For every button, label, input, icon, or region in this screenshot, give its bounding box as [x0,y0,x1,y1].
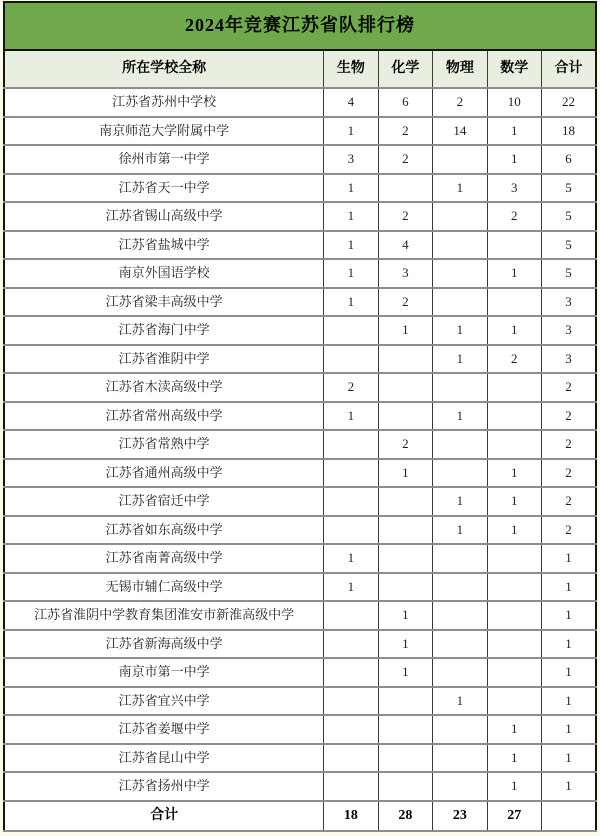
score-cell: 2 [433,88,487,117]
table-row [4,630,596,659]
column-header-physics: 物理 [433,50,487,88]
school-name-cell: 江苏省昆山中学 [4,744,324,773]
score-cell [324,459,378,488]
score-cell [324,487,378,516]
score-cell [487,658,541,687]
score-cell: 1 [324,174,378,203]
score-cell [378,744,432,773]
score-cell: 2 [378,288,432,317]
table-row [4,687,596,716]
score-cell: 1 [324,259,378,288]
score-cell: 1 [378,459,432,488]
score-cell: 2 [542,402,596,431]
score-cell: 28 [378,801,432,832]
score-cell: 1 [433,516,487,545]
score-cell: 1 [324,117,378,146]
score-cell: 1 [487,117,541,146]
score-cell [487,687,541,716]
score-cell [487,373,541,402]
score-cell: 1 [487,772,541,801]
table-row [4,231,596,260]
column-header-total: 合计 [542,50,596,88]
score-cell [433,430,487,459]
score-cell [433,459,487,488]
score-cell [433,231,487,260]
score-cell: 10 [487,88,541,117]
score-cell [378,715,432,744]
score-cell [324,516,378,545]
score-cell: 2 [542,430,596,459]
score-cell: 1 [433,174,487,203]
score-cell: 1 [487,744,541,773]
score-cell: 3 [542,316,596,345]
school-name-cell: 江苏省通州高级中学 [4,459,324,488]
score-cell [433,715,487,744]
score-cell [542,801,596,832]
table-row [4,259,596,288]
score-cell: 18 [542,117,596,146]
score-cell: 1 [378,630,432,659]
score-cell: 1 [324,544,378,573]
school-name-cell: 江苏省宿迁中学 [4,487,324,516]
score-cell: 1 [324,573,378,602]
school-name-cell: 江苏省海门中学 [4,316,324,345]
score-cell: 1 [433,487,487,516]
score-cell: 1 [487,316,541,345]
score-cell: 27 [487,801,541,832]
school-name-cell: 江苏省新海高级中学 [4,630,324,659]
school-name-cell: 江苏省常熟中学 [4,430,324,459]
column-header-math: 数学 [487,50,541,88]
school-name-cell: 江苏省淮阴中学 [4,345,324,374]
score-cell: 1 [542,601,596,630]
score-cell: 2 [324,373,378,402]
table-row [4,715,596,744]
score-cell: 1 [324,402,378,431]
table-row [4,658,596,687]
score-cell [487,430,541,459]
score-cell [487,544,541,573]
table-row [4,345,596,374]
score-cell [433,288,487,317]
score-cell: 1 [324,231,378,260]
score-cell [378,573,432,602]
table-row [4,573,596,602]
score-cell [324,430,378,459]
score-cell: 1 [542,687,596,716]
school-name-cell: 江苏省常州高级中学 [4,402,324,431]
score-cell: 3 [324,145,378,174]
school-name-cell: 江苏省盐城中学 [4,231,324,260]
school-name-cell: 江苏省姜堰中学 [4,715,324,744]
ranking-table [3,1,597,832]
score-cell [487,630,541,659]
score-cell: 1 [378,658,432,687]
score-cell: 1 [324,202,378,231]
score-cell: 1 [542,544,596,573]
score-cell: 1 [542,744,596,773]
score-cell: 14 [433,117,487,146]
score-cell [324,687,378,716]
page-title: 2024年竞赛江苏省队排行榜 [4,2,596,50]
score-cell [487,573,541,602]
column-header-biology: 生物 [324,50,378,88]
score-cell [324,630,378,659]
score-cell [324,744,378,773]
score-cell: 1 [487,259,541,288]
score-cell: 1 [378,316,432,345]
school-name-cell: 合计 [4,801,324,832]
score-cell: 1 [487,487,541,516]
score-cell: 1 [378,601,432,630]
score-cell: 2 [542,516,596,545]
score-cell: 5 [542,259,596,288]
score-cell: 5 [542,202,596,231]
score-cell [324,345,378,374]
table-row [4,744,596,773]
school-name-cell: 江苏省如东高级中学 [4,516,324,545]
score-cell [487,231,541,260]
score-cell: 1 [542,715,596,744]
score-cell [487,601,541,630]
table-row [4,402,596,431]
score-cell [487,402,541,431]
score-cell: 1 [324,288,378,317]
table-row [4,145,596,174]
score-cell [378,516,432,545]
school-name-cell: 江苏省宜兴中学 [4,687,324,716]
score-cell [433,259,487,288]
school-name-cell: 江苏省淮阴中学教育集团淮安市新淮高级中学 [4,601,324,630]
score-cell: 6 [378,88,432,117]
total-row [4,801,596,832]
score-cell: 2 [542,373,596,402]
table-row [4,459,596,488]
school-name-cell: 江苏省苏州中学校 [4,88,324,117]
score-cell: 22 [542,88,596,117]
score-cell [324,601,378,630]
score-cell: 2 [542,459,596,488]
score-cell: 1 [542,658,596,687]
score-cell [433,544,487,573]
score-cell [324,316,378,345]
score-cell: 5 [542,174,596,203]
column-header-school: 所在学校全称 [4,50,324,88]
score-cell: 1 [542,630,596,659]
table-row [4,202,596,231]
score-cell: 18 [324,801,378,832]
column-header-row [4,50,596,88]
score-cell [378,402,432,431]
score-cell: 1 [542,772,596,801]
score-cell: 1 [542,573,596,602]
table-row [4,88,596,117]
score-cell: 2 [378,430,432,459]
score-cell [433,202,487,231]
score-cell: 1 [487,459,541,488]
score-cell: 1 [487,715,541,744]
score-cell: 3 [487,174,541,203]
school-name-cell: 南京市第一中学 [4,658,324,687]
score-cell [378,174,432,203]
school-name-cell: 无锡市辅仁高级中学 [4,573,324,602]
school-name-cell: 江苏省南菁高级中学 [4,544,324,573]
school-name-cell: 南京师范大学附属中学 [4,117,324,146]
school-name-cell: 江苏省梁丰高级中学 [4,288,324,317]
score-cell: 1 [487,145,541,174]
school-name-cell: 江苏省天一中学 [4,174,324,203]
table-body [4,88,596,831]
score-cell [433,373,487,402]
score-cell: 1 [433,345,487,374]
score-cell: 1 [487,516,541,545]
table-row [4,288,596,317]
score-cell [433,573,487,602]
score-cell: 2 [542,487,596,516]
score-cell: 6 [542,145,596,174]
title-row [4,2,596,50]
score-cell [433,601,487,630]
score-cell [433,630,487,659]
score-cell [378,487,432,516]
table-row [4,772,596,801]
score-cell [378,544,432,573]
score-cell: 3 [378,259,432,288]
score-cell: 4 [378,231,432,260]
score-cell [378,345,432,374]
table-row [4,316,596,345]
school-name-cell: 江苏省锡山高级中学 [4,202,324,231]
score-cell [324,715,378,744]
score-cell: 23 [433,801,487,832]
table-row [4,117,596,146]
score-cell [324,772,378,801]
score-cell [378,373,432,402]
score-cell: 1 [433,687,487,716]
score-cell [378,772,432,801]
score-cell [378,687,432,716]
school-name-cell: 江苏省木渎高级中学 [4,373,324,402]
table-row [4,174,596,203]
score-cell: 1 [433,402,487,431]
table-row [4,516,596,545]
school-name-cell: 江苏省扬州中学 [4,772,324,801]
score-cell: 2 [378,145,432,174]
school-name-cell: 徐州市第一中学 [4,145,324,174]
score-cell: 1 [433,316,487,345]
table-row [4,601,596,630]
score-cell [433,145,487,174]
column-header-chemistry: 化学 [378,50,432,88]
score-cell: 3 [542,288,596,317]
score-cell [433,744,487,773]
score-cell: 2 [487,345,541,374]
score-cell [433,658,487,687]
score-cell: 5 [542,231,596,260]
table-row [4,487,596,516]
school-name-cell: 南京外国语学校 [4,259,324,288]
score-cell [487,288,541,317]
score-cell [433,772,487,801]
score-cell: 2 [378,202,432,231]
table-row [4,544,596,573]
table-row [4,430,596,459]
score-cell: 2 [487,202,541,231]
score-cell: 2 [378,117,432,146]
score-cell: 4 [324,88,378,117]
table-row [4,373,596,402]
score-cell: 3 [542,345,596,374]
score-cell [324,658,378,687]
